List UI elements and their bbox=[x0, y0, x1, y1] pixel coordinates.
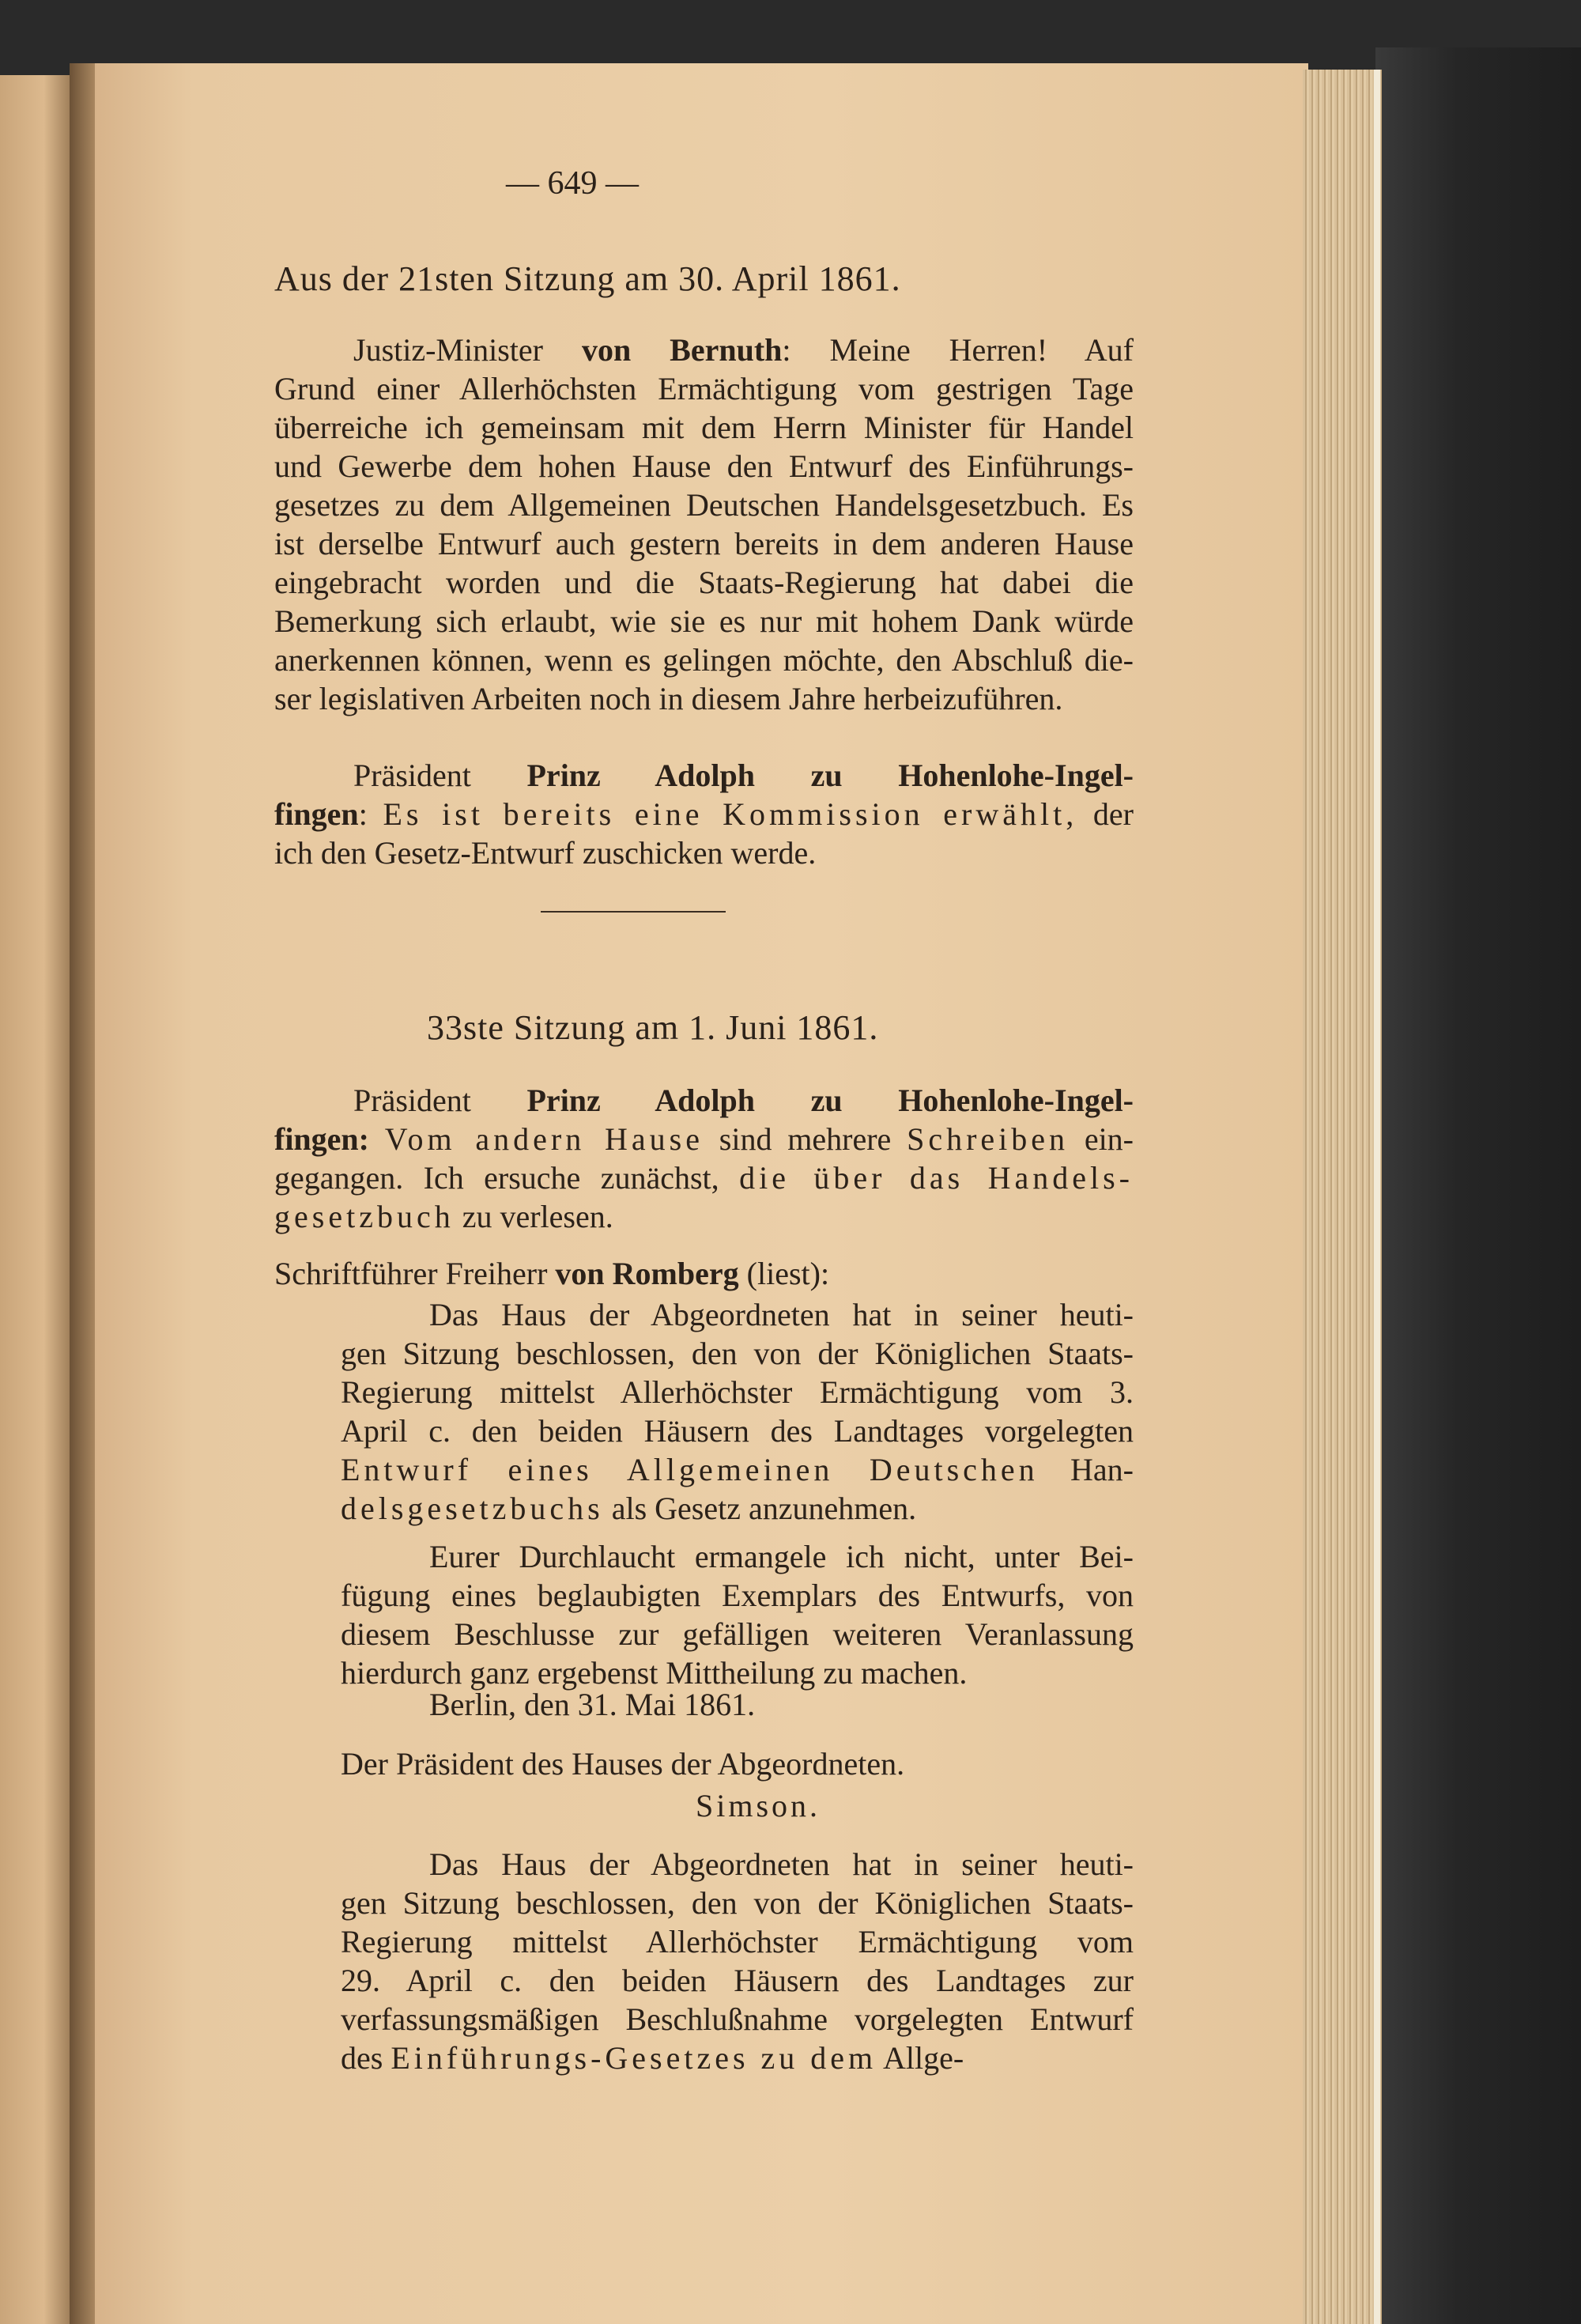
bold-name: fingen bbox=[274, 796, 359, 832]
text-line: ist derselbe Entwurf auch gestern bereits in dem anderen Hause bbox=[274, 526, 1134, 561]
page-number: — 649 — bbox=[506, 165, 639, 202]
text-line: Das Haus der Abgeordneten hat in seiner heuti- bbox=[429, 1846, 1134, 1882]
section-divider bbox=[541, 911, 726, 913]
bold-name: fingen: bbox=[274, 1121, 369, 1157]
text-line: 29. April c. den beiden Häusern des Landtages zur bbox=[341, 1963, 1134, 1998]
text-segment: ein- bbox=[1069, 1121, 1134, 1157]
bold-name: Prinz Adolph zu Hohenlohe-Ingel- bbox=[526, 1083, 1134, 1118]
text-segment: : bbox=[358, 796, 383, 832]
quoted-letter-paragraph-3 bbox=[341, 1845, 1134, 2077]
text-segment: des bbox=[341, 2040, 391, 2076]
text-segment: gegangen. Ich ersuche zunächst, bbox=[274, 1160, 740, 1196]
spaced-emphasis: gesetzbuch bbox=[274, 1199, 455, 1234]
spaced-emphasis: delsgesetzbuchs bbox=[341, 1491, 604, 1526]
quoted-letter-paragraph-1 bbox=[341, 1295, 1134, 1528]
quoted-letter-paragraph-2 bbox=[341, 1537, 1134, 1692]
bold-name: Prinz Adolph zu Hohenlohe-Ingel- bbox=[526, 758, 1134, 793]
left-page-edge bbox=[0, 75, 73, 2324]
text-line bbox=[274, 1254, 1134, 1293]
text-line bbox=[274, 795, 1134, 833]
text-line bbox=[274, 1158, 1134, 1197]
text-line: ser legislativen Arbeiten noch in diesem Jahre herbeizuführen. bbox=[274, 681, 1063, 716]
text-line: gen Sitzung beschlossen, den von der Königlichen Staats- bbox=[341, 1336, 1134, 1371]
text-segment: sind mehrere bbox=[704, 1121, 907, 1157]
text-line: Das Haus der Abgeordneten hat in seiner heuti- bbox=[429, 1297, 1134, 1332]
text-segment: : Meine Herren! Auf bbox=[782, 332, 1134, 368]
text-line: hierdurch ganz ergebenst Mittheilung zu machen. bbox=[341, 1655, 968, 1691]
text-segment: Schriftführer Freiherr bbox=[274, 1256, 556, 1291]
text-segment: der bbox=[1077, 796, 1134, 832]
text-segment: Präsident bbox=[353, 758, 527, 793]
bold-name: von Romberg bbox=[555, 1256, 739, 1291]
text-segment: Präsident bbox=[353, 1083, 527, 1118]
spaced-emphasis: Schreiben bbox=[907, 1121, 1070, 1157]
paragraph-secretary-reads bbox=[274, 1254, 1134, 1293]
spaced-emphasis: Es ist bereits eine Kommission erwählt, bbox=[383, 796, 1078, 832]
text-segment bbox=[369, 1121, 385, 1157]
text-line: diesem Beschlusse zur gefälligen weiteren Veranlassung bbox=[341, 1616, 1134, 1652]
text-line: gesetzes zu dem Allgemeinen Deutschen Handelsgesetzbuch. Es bbox=[274, 487, 1134, 523]
text-segment: Justiz-Minister bbox=[353, 332, 582, 368]
text-line: Eurer Durchlaucht ermangele ich nicht, unter Bei- bbox=[429, 1539, 1134, 1574]
text-line: und Gewerbe dem hohen Hause den Entwurf des Einführungs- bbox=[274, 448, 1134, 484]
text-line: fügung eines beglaubigten Exemplars des Entwurfs, von bbox=[341, 1578, 1134, 1613]
paragraph-president-reply bbox=[274, 756, 1134, 872]
text-line bbox=[274, 1120, 1134, 1158]
text-line: Regierung mittelst Allerhöchster Ermächtigung vom bbox=[341, 1924, 1134, 1959]
text-line bbox=[341, 1450, 1134, 1489]
text-line bbox=[341, 2039, 1134, 2077]
text-line bbox=[274, 1081, 1134, 1120]
text-segment: Han- bbox=[1038, 1452, 1134, 1487]
book-cover bbox=[1375, 47, 1581, 2324]
text-segment: (liest): bbox=[738, 1256, 830, 1291]
letter-signature-title: Der Präsident des Hauses der Abgeordneten. bbox=[341, 1746, 905, 1782]
text-segment: als Gesetz anzunehmen. bbox=[603, 1491, 917, 1526]
spaced-emphasis: Entwurf eines Allgemeinen Deutschen bbox=[341, 1452, 1039, 1487]
text-line bbox=[274, 756, 1134, 795]
text-line: eingebracht worden und die Staats-Regierung hat dabei die bbox=[274, 565, 1134, 600]
spaced-emphasis: die über das Handels- bbox=[739, 1160, 1134, 1196]
text-line: gen Sitzung beschlossen, den von der Königlichen Staats- bbox=[341, 1885, 1134, 1921]
text-line: April c. den beiden Häusern des Landtages vorgelegten bbox=[341, 1413, 1134, 1449]
spaced-emphasis: Vom andern Hause bbox=[384, 1121, 704, 1157]
page-edges bbox=[1303, 70, 1382, 2324]
letter-signature-name: Simson. bbox=[696, 1788, 821, 1823]
paragraph-president-announcement bbox=[274, 1081, 1134, 1236]
text-line bbox=[274, 331, 1134, 369]
text-segment: zu verlesen. bbox=[454, 1199, 613, 1234]
text-line: überreiche ich gemeinsam mit dem Herrn Minister für Handel bbox=[274, 410, 1134, 445]
paragraph-minister-bernuth bbox=[274, 331, 1134, 718]
text-line: ich den Gesetz-Entwurf zuschicken werde. bbox=[274, 835, 817, 871]
text-line: verfassungsmäßigen Beschlußnahme vorgelegten Entwurf bbox=[341, 2001, 1134, 2037]
spaced-emphasis: Einführungs-Gesetzes zu dem bbox=[391, 2040, 877, 2076]
text-segment: Allge- bbox=[877, 2040, 964, 2076]
bold-name: von Bernuth bbox=[581, 332, 783, 368]
section-heading-21st-session: Aus der 21sten Sitzung am 30. April 1861. bbox=[274, 259, 901, 298]
text-line: Regierung mittelst Allerhöchster Ermächtigung vom 3. bbox=[341, 1374, 1134, 1410]
text-line bbox=[274, 1197, 1134, 1236]
text-line: Bemerkung sich erlaubt, wie sie es nur mit hohem Dank würde bbox=[274, 603, 1134, 639]
page-edge-highlight bbox=[1374, 70, 1380, 2324]
letter-date-line: Berlin, den 31. Mai 1861. bbox=[429, 1687, 756, 1722]
text-line: Grund einer Allerhöchsten Ermächtigung vom gestrigen Tage bbox=[274, 371, 1134, 406]
text-line bbox=[341, 1489, 1134, 1528]
section-heading-33rd-session: 33ste Sitzung am 1. Juni 1861. bbox=[427, 1008, 879, 1047]
text-line: anerkennen können, wenn es gelingen möchte, den Abschluß die- bbox=[274, 642, 1134, 678]
